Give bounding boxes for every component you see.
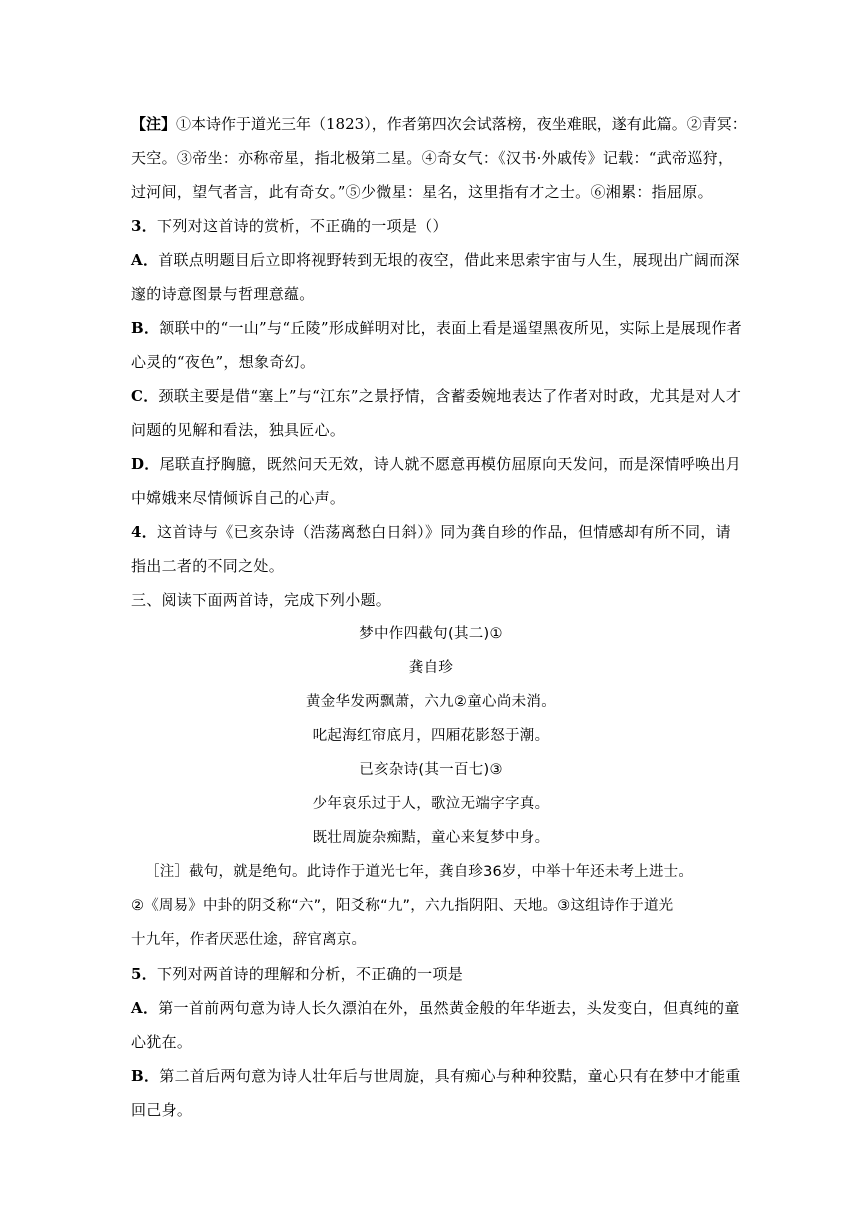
document-body (131, 107, 747, 1127)
q3-option-b: B．颔联中的“一山”与“丘陵”形成鲜明对比，表面上看是遥望黑夜所见，实际上是展现作者 (131, 319, 742, 337)
note1-line-3: 过河间，望气者言，此有奇女。”⑤少微星：星名，这里指有才之士。⑥湘累：指屈原。 (131, 183, 713, 201)
q3-option-c-cont: 问题的见解和看法，独具匠心。 (131, 421, 346, 439)
poem1-author: 龚自珍 (408, 660, 454, 676)
poem2-line-2: 既壮周旋杂痴黠，童心来复梦中身。 (312, 830, 550, 846)
note2-line-3: 十九年，作者厌恶仕途，辞官离京。 (131, 932, 367, 948)
q3-option-b-cont: 心灵的“夜色”，想象奇幻。 (131, 353, 316, 371)
note1-line-1: 【注】①本诗作于道光三年（1823），作者第四次会试落榜，夜坐难眠，遂有此篇。②青冥： (131, 115, 747, 133)
q5-option-a: A．第一首前两句意为诗人长久漂泊在外，虽然黄金般的年华逝去，头发变白，但真纯的童 (131, 999, 740, 1017)
q3-option-d-cont: 中嫦娥来尽情倾诉自己的心声。 (131, 489, 346, 507)
note1-line-2: 天空。③帝坐：亦称帝星，指北极第二星。④奇女气：《汉书·外戚传》记载：“武帝巡狩， (131, 149, 734, 167)
q4-stem-cont: 指出二者的不同之处。 (131, 557, 285, 575)
note1-prefix: 【注】 (131, 115, 177, 133)
q5-stem: 5．下列对两首诗的理解和分析，不正确的一项是 (131, 965, 464, 983)
q3-option-d: D．尾联直抒胸臆，既然问天无效，诗人就不愿意再模仿屈原向天发问，而是深情呼唤出月 (131, 455, 742, 473)
poem1-title: 梦中作四截句(其二)① (359, 626, 503, 642)
q4-stem: 4．这首诗与《已亥杂诗（浩荡离愁白日斜）》同为龚自珍的作品，但情感却有所不同，请 (131, 523, 731, 541)
poem2-line-1: 少年哀乐过于人，歌泣无端字字真。 (312, 796, 550, 812)
note2-line-2: ②《周易》中卦的阴爻称“六”，阳爻称“九”，六九指阴阳、天地。③这组诗作于道光 (131, 898, 674, 914)
q3-option-a-cont: 邃的诗意图景与哲理意蕴。 (131, 285, 315, 303)
poem1-line-2: 叱起海红帘底月，四厢花影怒于潮。 (312, 728, 550, 744)
poem1-line-1: 黄金华发两飘萧，六九②童心尚未消。 (305, 694, 557, 710)
q5-option-a-cont: 心犹在。 (131, 1033, 193, 1051)
section-3-heading: 三、阅读下面两首诗，完成下列小题。 (131, 591, 392, 609)
q3-option-a: A．首联点明题目后立即将视野转到无垠的夜空，借此来思索宇宙与人生，展现出广阔而深 (131, 251, 740, 269)
q5-option-b-cont: 回己身。 (131, 1101, 193, 1119)
poem2-title: 已亥杂诗(其一百七)③ (359, 762, 503, 778)
note2-line-1: ［注］截句，就是绝句。此诗作于道光七年，龚自珍36岁，中举十年还未考上进士。 (145, 864, 694, 880)
q5-option-b: B．第二首后两句意为诗人壮年后与世周旋，具有痴心与种种狡黠，童心只有在梦中才能重 (131, 1067, 741, 1085)
q3-stem: 3．下列对这首诗的赏析，不正确的一项是（） (131, 217, 448, 235)
q3-option-c: C．颈联主要是借“塞上”与“江东”之景抒情，含蓄委婉地表达了作者对时政，尤其是对人才 (131, 387, 742, 405)
